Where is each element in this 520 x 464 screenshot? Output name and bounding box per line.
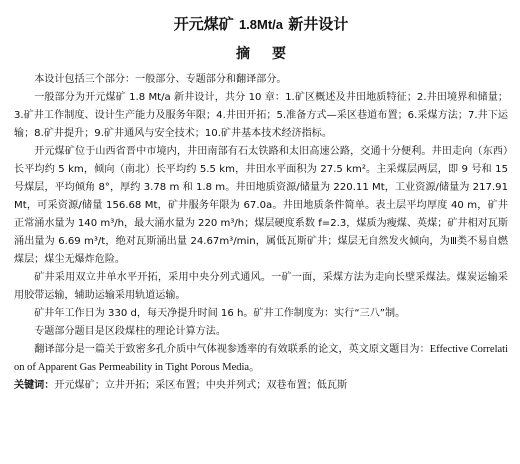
paragraph-intro: 本设计包括三个部分：一般部分、专题部分和翻译部分。 [34, 74, 287, 85]
abstract-heading: 摘要 [236, 46, 308, 62]
title-prefix: 开元煤矿 [173, 15, 234, 33]
paragraph-translation [14, 341, 508, 377]
document-title [14, 14, 508, 35]
title-capacity: 1.8Mt/a [238, 17, 284, 32]
keywords-label: 关键词： [14, 380, 55, 391]
translation-text: 翻译部分是一篇关于致密多孔介质中气体视参透率的有效联系的论文，英文原文题目为： [34, 344, 430, 355]
keywords-text: 开元煤矿；立井开拓；采区布置；中央并列式；双巷布置；低瓦斯 [54, 380, 348, 391]
paragraph-schedule: 矿井年工作日为 330 d，每天净提升时间 16 h。矿井工作制度为：实行“三八”制。 [34, 308, 406, 319]
paragraph-geology: 开元煤矿位于山西省晋中市境内，井田南部有石太铁路和太旧高速公路，交通十分便利。井田走向（东西）长平均约 5 km，倾向（南北）长平均约 5.5 km，井田水平面积为 27.5 km²。主采煤层两层，即 9 号和 15 号煤层，平均倾角 8°，厚约 3.78 m 和 1.8 m。井田地质资源/储量为 220.11 Mt，工业资源/储量为 217.91 Mt，可采资源/储量 156.68 Mt，矿井服务年限为 67.0a。井田地质条件简单。表土层平均厚度 40 m，矿井正常涌水量为 140 m³/h，最大涌水量为 220 m³/h；煤层硬度系数 f=2.3，煤质为瘦煤、英煤；矿井相对瓦斯涌出量为 6.69 m³/t，绝对瓦斯涌出量 24.67m³/min，属低瓦斯矿井；煤层无自然发火倾向，为Ⅲ类不易自燃煤层；煤尘无爆炸危险。 [14, 146, 508, 265]
paragraph-special: 专题部分题目是区段煤柱的理论计算方法。 [34, 326, 226, 337]
title-suffix: 新井设计 [288, 15, 349, 33]
paragraph-general: 一般部分为开元煤矿 1.8 Mt/a 新井设计，共分 10 章：1.矿区概述及井田地质特征；2.井田境界和储量；3.矿井工作制度、设计生产能力及服务年限；4.井田开拓；5.准备方式—采区巷道布置；6.采煤方法；7.井下运输；8.矿井提升；9.矿井通风与安全技术；10.矿井基本技术经济指标。 [14, 92, 508, 139]
keywords-line [14, 377, 508, 395]
paragraph-mining: 矿井采用双立井单水平开拓，采用中央分列式通风。一矿一面，采煤方法为走向长壁采煤法。煤炭运输采用胶带运输，辅助运输采用轨道运输。 [14, 272, 508, 301]
translation-title-en: Effective Correlation of Apparent Gas Permeability in Tight Porous Media。 [14, 344, 508, 373]
